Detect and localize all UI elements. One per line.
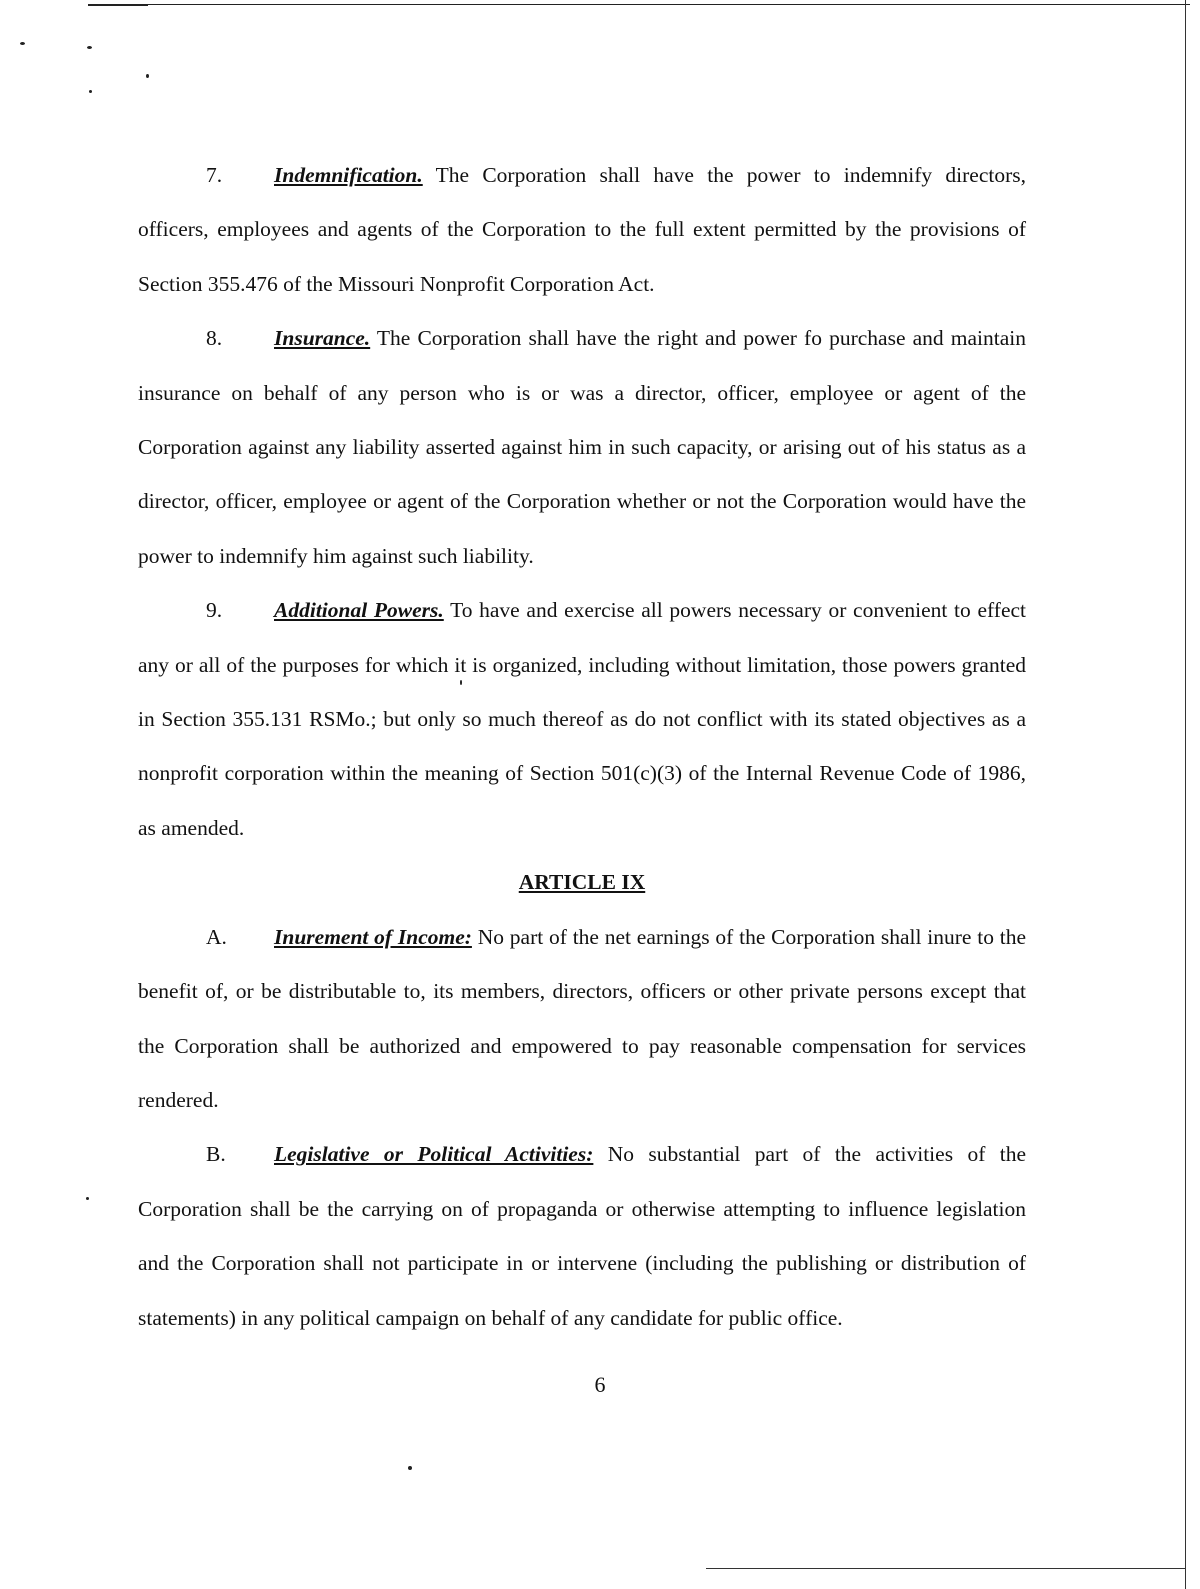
item-heading: Inurement of Income: [274,924,472,949]
section-heading: Indemnification. [274,163,423,187]
article-title: ARTICLE IX [518,870,646,895]
section-number: 9. [206,598,223,623]
scan-speck [146,74,149,78]
section-9 [138,583,1026,855]
scan-speck [87,46,92,49]
section-number: 8. [206,326,223,351]
section-heading: Insurance. [274,326,371,351]
item-text: No part of the net earnings of the Corporation shall inure to the benefit of, or be distributable to, its members, directors, officers or other private persons except that the Corporation shall be authorized and empowered to pay reasonable compensation for services rendered. [138,924,1026,1112]
article-item-b [138,1127,1026,1345]
item-text: No substantial part of the activities of the Corporation shall be the carrying on of propaganda or otherwise attempting to influence legislation and the Corporation shall not participate in or intervene (including the publishing or distribution of statements) in any political campaign on behalf of any candidate for public office. [138,1142,1026,1330]
section-text: To have and exercise all powers necessary or convenient to effect any or all of the purposes for which it is organized, including without limitation, those powers granted in Section 355.131 RSMo.; but only so much thereof as do not conflict with its stated objectives as a nonprofit corporation within the meaning of Section 501(c)(3) of the Internal Revenue Code of 1986, as amended. [138,598,1026,840]
scan-speck [89,90,92,93]
article-item-a [138,910,1026,1128]
section-text: The Corporation shall have the right and power fo purchase and maintain insurance on behalf of any person who is or was a director, officer, employee or agent of the Corporation against any liability asserted against him in such capacity, or arising out of his status as a director, officer, employee or agent of the Corporation whether or not the Corporation would have the power to indemnify him against such liability. [138,326,1026,568]
scan-speck [408,1466,412,1470]
scan-edge-top [90,4,1190,5]
scan-edge-right [1185,0,1186,1589]
page-number: 6 [594,1372,606,1397]
item-letter: B. [206,1142,226,1167]
scan-edge-bottom [706,1568,1186,1569]
section-8 [138,311,1026,583]
section-heading: Additional Powers. [274,598,444,623]
item-letter: A. [206,924,227,949]
section-7 [138,148,1026,311]
document-body [138,148,1026,1345]
scan-speck [20,42,25,45]
section-text: The Corporation shall have the power to indemnify directors, officers, employees and agents of the Corporation to the full extent permitted by the provisions of Section 355.476 of the Missouri Nonprofit Corporation Act. [138,163,1026,296]
item-heading: Legislative or Political Activities: [274,1142,594,1167]
scan-speck [86,1197,89,1200]
section-number: 7. [206,163,223,187]
